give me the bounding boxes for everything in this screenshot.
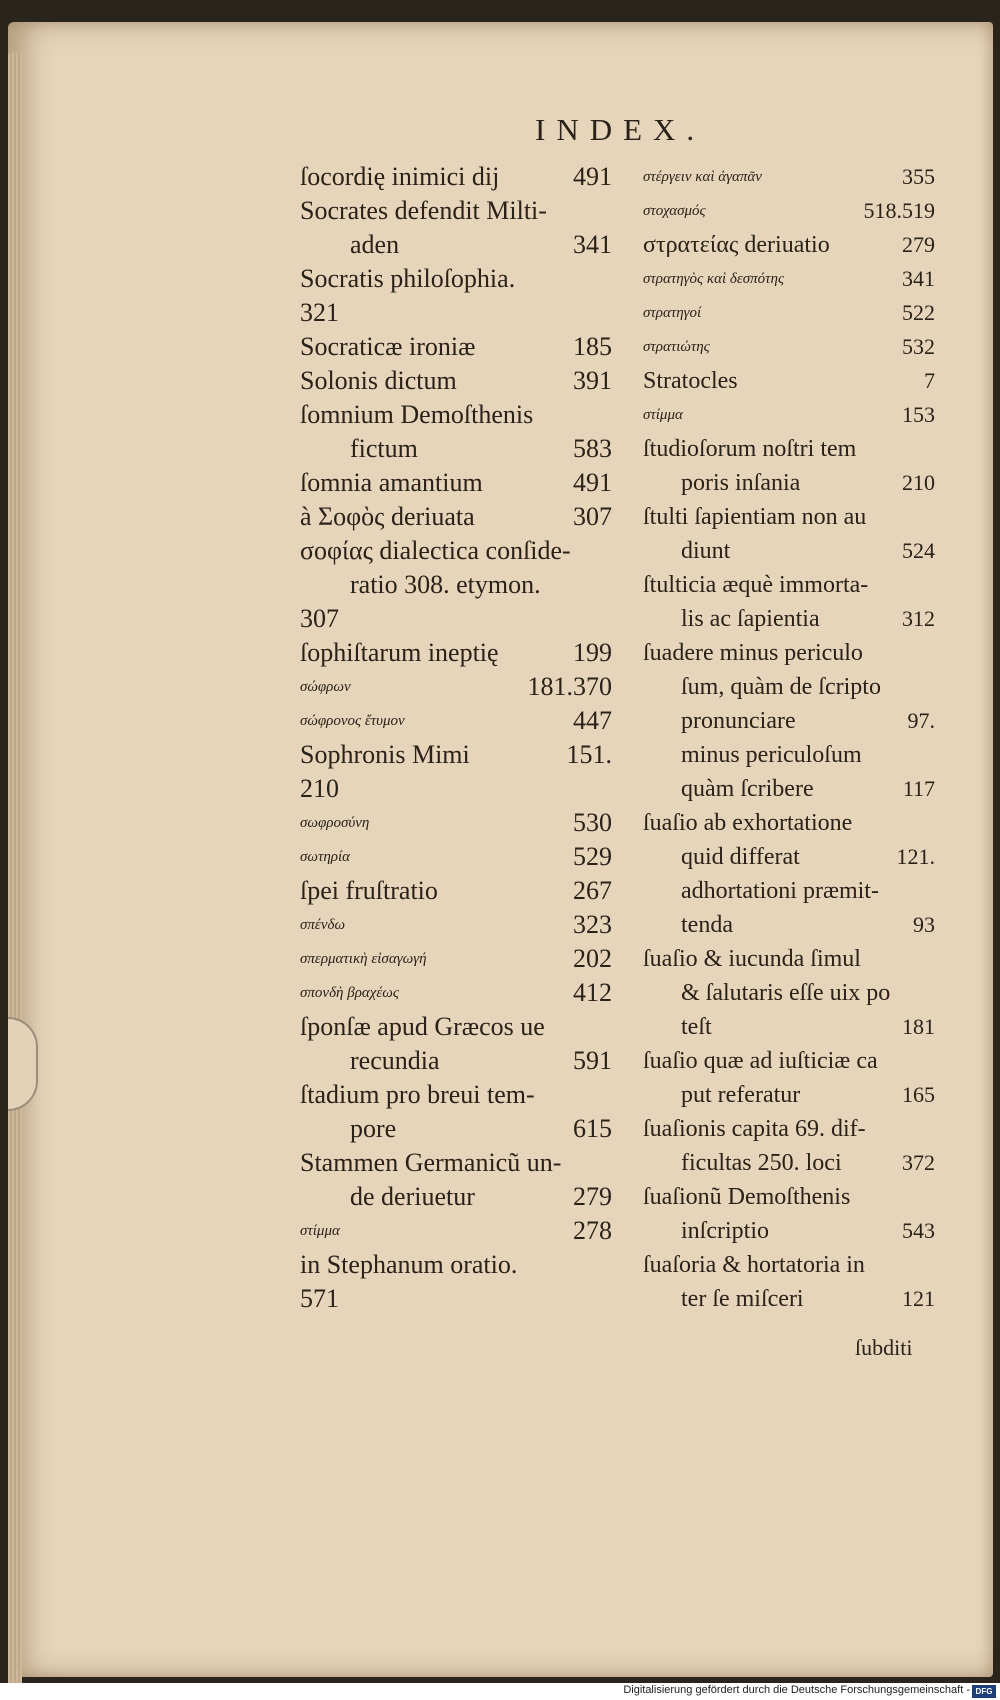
index-entry-text: quid differat	[681, 844, 800, 870]
index-entry-text: ſomnia amantium	[300, 468, 483, 497]
index-entry-page: 199	[573, 638, 612, 667]
index-entry-text: & ſalutaris eſſe uix po	[681, 980, 891, 1006]
index-entry-page: 279	[902, 232, 935, 257]
index-entry-page: 307	[573, 502, 612, 531]
index-entry-text: σωτηρία	[300, 849, 351, 865]
index-entry-page: 491	[573, 162, 612, 191]
index-entry-text: lis ac ſapientia	[681, 606, 820, 632]
index-entry-text: ſponſæ apud Græcos ue	[300, 1012, 545, 1041]
index-entry-page: 529	[573, 842, 612, 871]
page-header: INDEX.	[535, 112, 706, 147]
index-entry	[300, 1282, 612, 1316]
index-entry-text: adhortationi præmit-	[681, 878, 879, 904]
index-entry-text: teſt	[681, 1014, 712, 1040]
index-entry-page: 391	[573, 366, 612, 395]
index-entry	[300, 874, 612, 908]
index-entry	[300, 432, 612, 466]
index-entry	[300, 1180, 612, 1214]
index-entry-text: ratio 308. etymon.	[350, 570, 541, 599]
index-entry-page: 117	[902, 776, 935, 801]
index-entry-page: 121	[902, 1286, 935, 1311]
index-entry-text: στρατηγοί	[643, 305, 702, 321]
index-entry-text: aden	[350, 230, 400, 259]
page-clip	[8, 1017, 38, 1111]
index-entry-text: σπονδὴ βραχέως	[300, 985, 399, 1001]
index-entry-text: ſomnium Demoſthenis	[300, 400, 534, 429]
index-entry	[643, 772, 935, 806]
index-entry	[643, 1112, 935, 1146]
index-entry-page: 278	[573, 1216, 612, 1245]
index-entry-page: 372	[902, 1150, 935, 1175]
index-entry	[300, 1146, 612, 1180]
index-entry	[643, 262, 935, 296]
index-entry	[300, 364, 612, 398]
index-entry-text: σώφρων	[300, 679, 351, 695]
index-entry	[643, 330, 935, 364]
index-entry	[643, 1248, 935, 1282]
index-entry	[643, 1010, 935, 1044]
dfg-logo: DFG	[972, 1685, 996, 1698]
index-entry-text: ſuaſio ab exhortatione	[643, 810, 853, 836]
index-entry-text: στέργειν καὶ ἀγαπᾶν	[643, 169, 762, 185]
index-entry	[300, 568, 612, 602]
index-column-right	[643, 160, 935, 1316]
index-entry	[300, 908, 612, 942]
index-entry-text: 307	[300, 604, 339, 633]
index-entry-text: pronunciare	[681, 708, 796, 734]
index-entry	[643, 160, 935, 194]
index-entry	[300, 806, 612, 840]
index-entry-page: 165	[902, 1082, 935, 1107]
index-entry	[300, 976, 612, 1010]
index-entry	[643, 1078, 935, 1112]
index-entry	[643, 398, 935, 432]
index-entry-page: 7	[924, 368, 935, 393]
index-entry-text: στρατείας deriuatio	[643, 232, 830, 258]
index-entry-page: 93	[913, 912, 935, 937]
index-entry	[300, 262, 612, 296]
index-entry-text: ſuaſio & iucunda ſimul	[643, 946, 861, 972]
index-entry	[300, 160, 612, 194]
index-entry-page: 312	[902, 606, 935, 631]
index-entry-page: 447	[573, 706, 612, 735]
index-entry-page: 491	[573, 468, 612, 497]
index-entry-text: ſtadium pro breui tem-	[300, 1080, 535, 1109]
index-entry-text: ſocordię inimici dij	[300, 162, 500, 191]
index-entry	[643, 1180, 935, 1214]
index-entry-page: 181.370	[527, 672, 612, 701]
index-entry	[643, 1214, 935, 1248]
index-entry	[300, 534, 612, 568]
index-entry-text: tenda	[681, 912, 733, 938]
index-entry-text: ſophiſtarum ineptię	[300, 638, 499, 667]
index-entry	[643, 602, 935, 636]
index-entry	[300, 704, 612, 738]
index-entry-page: 615	[573, 1114, 612, 1143]
index-entry-page: 355	[902, 164, 935, 189]
index-entry-text: Stratocles	[643, 368, 738, 394]
index-entry-page: 323	[573, 910, 612, 939]
index-entry	[643, 1044, 935, 1078]
index-entry-text: Sophronis Mimi	[300, 740, 470, 769]
index-entry-text: σωφροσύνη	[300, 815, 370, 831]
index-entry-page: 121.	[896, 844, 935, 869]
index-entry	[300, 228, 612, 262]
footer-text: Digitalisierung gefördert durch die Deutsche Forschungsgemeinschaft -	[623, 1684, 970, 1696]
index-entry-page: 412	[573, 978, 612, 1007]
index-entry-text: Socrates defendit Milti-	[300, 196, 547, 225]
index-entry	[643, 908, 935, 942]
index-entry-text: Stammen Germanicũ un-	[300, 1148, 562, 1177]
index-entry	[300, 670, 612, 704]
index-entry-text: στρατιώτης	[643, 339, 710, 355]
index-entry-page: 543	[902, 1218, 935, 1243]
index-entry-page: 341	[902, 266, 935, 291]
index-entry-text: στίμμα	[643, 407, 683, 423]
index-entry-text: minus periculoſum	[681, 742, 862, 768]
index-entry-page: 279	[573, 1182, 612, 1211]
index-entry-text: στοχασμός	[643, 203, 706, 219]
index-entry	[300, 772, 612, 806]
index-entry-text: ficultas 250. loci	[681, 1150, 842, 1176]
index-entry	[300, 330, 612, 364]
index-entry	[300, 500, 612, 534]
index-entry-text: 210	[300, 774, 339, 803]
index-entry	[643, 670, 935, 704]
index-entry	[300, 194, 612, 228]
index-entry-text: 571	[300, 1284, 339, 1313]
index-entry	[300, 1112, 612, 1146]
index-entry	[300, 738, 612, 772]
index-entry-text: ſtudioſorum noſtri tem	[643, 436, 857, 462]
index-entry	[300, 296, 612, 330]
index-entry-text: ſuaſio quæ ad iuſticiæ ca	[643, 1048, 878, 1074]
digitization-footer	[0, 1683, 1000, 1700]
index-entry-text: in Stephanum oratio.	[300, 1250, 518, 1279]
index-entry-page: 153	[902, 402, 935, 427]
index-entry	[300, 636, 612, 670]
index-entry	[643, 500, 935, 534]
index-entry-text: quàm ſcribere	[681, 776, 814, 802]
index-entry-text: στίμμα	[300, 1223, 340, 1239]
index-entry	[643, 840, 935, 874]
index-entry-page: 532	[902, 334, 935, 359]
index-entry-text: pore	[350, 1114, 397, 1143]
index-entry-text: poris inſania	[681, 470, 801, 496]
index-entry	[643, 1282, 935, 1316]
index-entry	[300, 466, 612, 500]
index-entry-text: ſuaſionũ Demoſthenis	[643, 1184, 851, 1210]
index-entry-text: put referatur	[681, 1082, 801, 1108]
index-entry-page: 591	[573, 1046, 612, 1075]
index-entry-page: 518.519	[863, 198, 935, 223]
index-entry	[643, 874, 935, 908]
index-entry	[643, 228, 935, 262]
index-entry	[643, 534, 935, 568]
index-entry	[643, 568, 935, 602]
index-entry-text: σπένδω	[300, 917, 346, 933]
index-entry-text: recundia	[350, 1046, 440, 1075]
index-entry-text: ſtulti ſapientiam non au	[643, 504, 867, 530]
index-entry-page: 97.	[907, 708, 935, 733]
index-entry	[300, 398, 612, 432]
index-entry-text: στρατηγὸς καὶ δεσπότης	[643, 271, 785, 287]
index-entry	[643, 364, 935, 398]
index-entry-text: inſcriptio	[681, 1218, 769, 1244]
index-entry	[300, 602, 612, 636]
index-entry	[643, 636, 935, 670]
index-entry	[643, 194, 935, 228]
index-entry	[643, 432, 935, 466]
index-entry-text: ſuaſoria & hortatoria in	[643, 1252, 865, 1278]
index-entry-page: 202	[573, 944, 612, 973]
index-entry	[300, 1010, 612, 1044]
index-entry-page: 151.	[566, 740, 612, 769]
index-entry-page: 583	[573, 434, 612, 463]
index-entry	[300, 1214, 612, 1248]
index-entry-text: σώφρονος ἔτυμον	[300, 713, 405, 729]
index-column-left	[300, 160, 612, 1316]
index-entry-text: fictum	[350, 434, 418, 463]
index-entry-page: 524	[902, 538, 935, 563]
index-entry-text: de deriuetur	[350, 1182, 475, 1211]
index-entry-page: 185	[573, 332, 612, 361]
index-entry	[300, 840, 612, 874]
index-entry-text: σοφίας dialectica conſide-	[300, 536, 571, 565]
index-entry-page: 267	[573, 876, 612, 905]
catchword: ſubditi	[855, 1335, 913, 1360]
index-entry-page: 341	[573, 230, 612, 259]
page-edges	[8, 52, 22, 1692]
index-entry	[643, 296, 935, 330]
index-entry-text: Solonis dictum	[300, 366, 457, 395]
index-entry-page: 210	[902, 470, 935, 495]
index-entry	[643, 1146, 935, 1180]
index-entry-text: ſuaſionis capita 69. dif-	[643, 1116, 866, 1142]
index-entry	[643, 806, 935, 840]
index-entry	[300, 1078, 612, 1112]
index-entry	[300, 1248, 612, 1282]
index-entry-text: ter ſe miſceri	[681, 1286, 804, 1312]
index-entry	[643, 942, 935, 976]
index-entry	[300, 1044, 612, 1078]
index-entry-text: Socraticæ ironiæ	[300, 332, 476, 361]
index-entry-text: Socratis philoſophia.	[300, 264, 516, 293]
index-entry-page: 181	[902, 1014, 935, 1039]
index-entry-page: 530	[573, 808, 612, 837]
index-entry-text: ſtulticia æquè immorta-	[643, 572, 869, 598]
index-entry-text: σπερματικὴ εἰσαγωγή	[300, 951, 427, 967]
index-entry	[643, 738, 935, 772]
index-entry	[643, 976, 935, 1010]
index-entry-text: 321	[300, 298, 339, 327]
index-entry-text: ſuadere minus periculo	[643, 640, 863, 666]
index-entry	[643, 704, 935, 738]
index-entry-text: à Σοφὸς deriuata	[300, 502, 475, 531]
index-entry-text: ſpei fruſtratio	[300, 876, 438, 905]
index-entry-page: 522	[902, 300, 935, 325]
index-entry	[300, 942, 612, 976]
index-entry-text: diunt	[681, 538, 731, 564]
index-entry-text: ſum, quàm de ſcripto	[681, 674, 881, 700]
index-entry	[643, 466, 935, 500]
